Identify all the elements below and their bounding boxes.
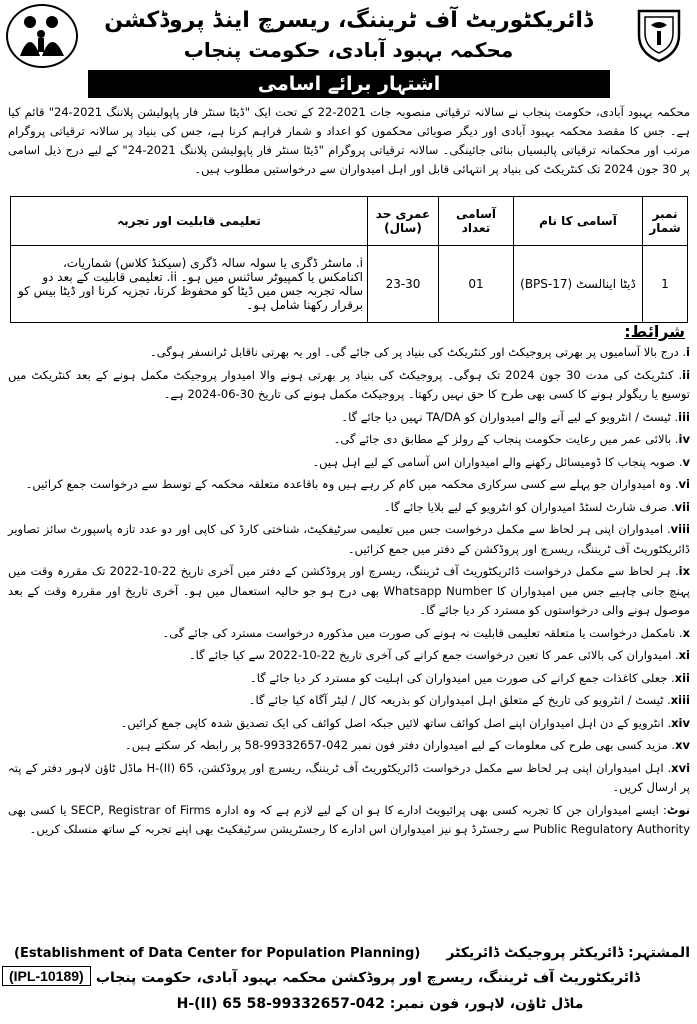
term-text: ٹیسٹ / انٹرویو کے لیے آنے والے امیدواران کو TA/DA نہیں دیا جائے گا۔ [341,409,671,424]
term-text: نامکمل درخواست یا متعلقہ تعلیمی قابلیت نہ ہونے کی صورت میں مذکورہ درخواست مسترد کی جائے گی۔ [162,625,676,640]
term-number: vii [674,499,690,514]
posts-table [10,196,688,323]
col-serial: نمبر شمار [643,197,688,246]
term-text: بالائی عمر میں رعایت حکومت پنجاب کے رولز کے مطابق دی جائے گی۔ [333,432,672,446]
signature-row [14,942,690,964]
ministry-name: محکمہ بہبود آبادی، حکومت پنجاب [183,38,514,62]
cell-post: ڈیٹا اینالسٹ (BPS-17) [514,246,643,323]
term-number: iii [678,409,690,424]
emblem-icon [633,5,685,63]
cell-count: 01 [439,246,514,323]
col-qualification: تعلیمی قابلیت اور تجربہ [11,197,368,246]
term-text: کنٹریکٹ کی مدت 30 جون 2024 تک ہوگی۔ پروجیکٹ کی بنیاد پر بھرتی ہونے والا امیدوار پروجیکٹ مکمل ہونے کے بعد کنٹریکٹ میں توسیع یا ریگولر ہونے کا کسی بھی طرح کا حق نہیں رکھتا۔ پروجیکٹ مکمل ہونے کی تاریخ 30-06-2024 ہے۔ [8,367,690,401]
col-post: آسامی کا نام [514,197,643,246]
term-number: i [686,345,690,359]
footer-address-phone: H-(II) 65 ماڈل ٹاؤن، لاہور، فون نمبر: 042-99332657-58 [176,996,584,1012]
note-label: نوٹ [666,802,691,817]
terms-heading: شرائط: [624,322,685,341]
term-text: اہل امیدواران اپنی ہر لحاظ سے مکمل درخواست ڈائریکٹوریٹ آف ٹریننگ، ریسرچ اور پروڈکشن، H-(II) 65 ماڈل ٹاؤن لاہور دفتر کے پتہ پر ارسال کریں۔ [8,760,690,794]
col-age: عمری حد (سال) [368,197,439,246]
term-text: جعلی کاغذات جمع کرانے کی صورت میں امیدواران کی اہلیت کو مسترد کر دیا جائے گا۔ [250,670,668,685]
term-item: v. صوبہ پنجاب کا ڈومیسائل رکھنے والے امیدواران اس آسامی کے لیے اہل ہیں۔ [312,454,690,469]
table-row [11,246,688,323]
term-text: امیدواران اپنی ہر لحاظ سے مکمل درخواست جس میں تعلیمی سرٹیفکیٹ، شناختی کارڈ کی کاپی اور دو عدد تازہ پاسپورٹ سائز تصاویر ڈائریکٹوریٹ آف ٹریننگ، ریسرچ اور پروڈکشن کے دفتر میں جمع کرائیں۔ [8,522,690,556]
col-count: آسامی تعداد [439,197,514,246]
term-text: انٹرویو کے دن اہل امیدواران اپنے اصل کوائف ساتھ لائیں جبکہ اصل کوائف کی ایک تصدیق شدہ کاپی جمع کرائیں۔ [120,715,664,730]
cell-serial: 1 [643,246,688,323]
term-item: ix. ہر لحاظ سے مکمل درخواست ڈائریکٹوریٹ آف ٹریننگ، ریسرچ اور پروڈکشن کے دفتر میں آخری تاریخ 22-10-2022 تک مقررہ وقت میں پہنچ جانی چاہیے جس میں امیدواران کا Whatsapp Number بھی درج ہو جو حالیہ استعمال میں ہو۔ آخری تاریخ اور مقررہ وقت کے بعد موصول ہونے والی درخواستوں کو مسترد کر دیا جائے گا۔ [8,564,691,617]
term-text: امیدواران کی بالائی عمر کا تعین درخواست جمع کرانے کی آخری تاریخ 22-10-2022 سے کیا جائے گا۔ [188,648,672,662]
term-item: i. درج بالا آسامیوں پر بھرتی پروجیکٹ اور کنٹریکٹ کی بنیاد پر کی جائے گی۔ اور یہ بھرتی ناقابل ٹرانسفر ہوگی۔ [150,345,690,359]
term-item: x. نامکمل درخواست یا متعلقہ تعلیمی قابلیت نہ ہونے کی صورت میں مذکورہ درخواست مسترد کی جائے گی۔ [162,625,690,640]
population-welfare-logo [6,4,78,68]
advertisement-title: اشتہار برائے اسامی [88,70,610,98]
term-number: xi [678,648,690,662]
term-number: viii [670,522,690,536]
cell-qualification: i. ماسٹر ڈگری یا سولہ سالہ ڈگری (سیکنڈ کلاس) شماریات، اکنامکس یا کمپیوٹر سائنس میں ہو۔ ii. تعلیمی قابلیت کے بعد دو سالہ تجربہ جس میں ڈیٹا کو محفوظ کرنا، تجزیہ کرنا اور ڈیٹا بیس کو برقرار رکھنا شامل ہو۔ [11,246,368,323]
term-number: vi [678,477,690,491]
term-text: ہر لحاظ سے مکمل درخواست ڈائریکٹوریٹ آف ٹریننگ، ریسرچ اور پروڈکشن کے دفتر میں آخری تاریخ 22-10-2022 تک مقررہ وقت میں پہنچ جانی چاہیے جس میں امیدواران کا Whatsapp Number بھی درج ہو جو حالیہ استعمال میں ہو۔ آخری تاریخ اور مقررہ وقت کے بعد موصول ہونے والی درخواستوں کو مسترد کر دیا جائے گا۔ [8,564,690,617]
term-item: xiii. ٹیسٹ / انٹرویو کی تاریخ کے متعلق اہل امیدواران کو بذریعہ کال / لیٹر آگاہ کیا جائے گا۔ [248,693,690,707]
footer-office-name: ڈائریکٹوریٹ آف ٹریننگ، ریسرچ اور پروڈکشن محکمہ بہبود آبادی، حکومت پنجاب [95,970,640,986]
term-number: xiv [671,715,690,730]
term-text: ٹیسٹ / انٹرویو کی تاریخ کے متعلق اہل امیدواران کو بذریعہ کال / لیٹر آگاہ کیا جائے گا۔ [248,693,664,707]
intro-paragraph: محکمہ بہبود آبادی، حکومت پنجاب نے سالانہ ترقیاتی منصوبہ جات 2021-22 کے تحت ایک "ڈیٹا سنٹر فار پاپولیشن پلاننگ 2021-24" قائم کیا ہے۔ جس کا مقصد محکمہ بہبود آبادی اور دیگر صوبائی محکموں کو اعداد و شمار فراہم کرنا ہے، جس کی بنیاد پر سالانہ ترقیاتی پروگرام مرتب اور محکمانہ ترقیاتی پالیسیاں بنائی جائینگی۔ سالانہ ترقیاتی پروگرام "ڈیٹا سنٹر فار پاپولیشن پلاننگ 2021-24" کے لیے درج ذیل اسامی پر 30 جون 2024 تک کنٹریکٹ کی بنیاد پر انتہائی قابل اور اہل امیدواران سے درخواستیں مطلوب ہیں۔ [8,105,690,176]
term-item: xiv. انٹرویو کے دن اہل امیدواران اپنے اصل کوائف ساتھ لائیں جبکہ اصل کوائف کی ایک تصدیق شدہ کاپی جمع کرائیں۔ [120,715,690,730]
family-icon [12,10,72,62]
term-item: xi. امیدواران کی بالائی عمر کا تعین درخواست جمع کرانے کی آخری تاریخ 22-10-2022 سے کیا جائے گا۔ [188,648,690,662]
terms-list [8,343,690,843]
government-punjab-emblem [631,4,687,64]
term-item: xii. جعلی کاغذات جمع کرانے کی صورت میں امیدواران کی اہلیت کو مسترد کر دیا جائے گا۔ [250,670,690,685]
term-text: صوبہ پنجاب کا ڈومیسائل رکھنے والے امیدواران اس آسامی کے لیے اہل ہیں۔ [312,454,676,469]
term-item: vii. صرف شارٹ لسٹڈ امیدواران کو انٹرویو کے لیے بلایا جائے گا۔ [383,499,690,514]
term-item: iv. بالائی عمر میں رعایت حکومت پنجاب کے رولز کے مطابق دی جائے گی۔ [333,432,690,446]
term-item: viii. امیدواران اپنی ہر لحاظ سے مکمل درخواست جس میں تعلیمی سرٹیفکیٹ، شناختی کارڈ کی کاپی اور دو عدد تازہ پاسپورٹ سائز تصاویر ڈائریکٹوریٹ آف ٹریننگ، ریسرچ اور پروڈکشن کے دفتر میں جمع کرائیں۔ [8,522,690,556]
term-text: درج بالا آسامیوں پر بھرتی پروجیکٹ اور کنٹریکٹ کی بنیاد پر کی جائے گی۔ اور یہ بھرتی ناقابل ٹرانسفر ہوگی۔ [150,345,679,359]
department-name: ڈائریکٹوریٹ آف ٹریننگ، ریسرچ اینڈ پروڈکشن [104,8,593,33]
term-number: xvi [671,760,691,775]
term-number: iv [678,432,690,446]
term-text: وہ امیدواران جو پہلے سے کسی سرکاری محکمہ میں کام کر رہے ہیں وہ باقاعدہ متعلقہ محکمہ کے توسط سے درخواست جمع کرائیں۔ [25,477,672,491]
term-number: ii [682,367,691,382]
term-number: x [682,625,690,640]
note-item: نوٹ: ایسے امیدواران جن کا تجربہ کسی بھی پرائیویٹ ادارے کا ہو ان کے لیے لازم ہے کہ وہ ادارہ SECP, Registrar of Firms یا کسی بھی Public Regulatory Authority سے رجسٹرڈ ہو نیز امیدواران اس ادارے کا رجسٹریشن سرٹیفکیٹ بھی اپنے تجربہ کے ساتھ منسلک کریں۔ [8,802,691,836]
cell-age: 23-30 [368,246,439,323]
table-header-row [11,197,688,246]
term-item: vi. وہ امیدواران جو پہلے سے کسی سرکاری محکمہ میں کام کر رہے ہیں وہ باقاعدہ متعلقہ محکمہ کے توسط سے درخواست جمع کرائیں۔ [25,477,690,491]
term-item: xv. مزید کسی بھی طرح کی معلومات کے لیے امیدواران دفتر فون نمبر 042-99332657-58 پر رابطہ کر سکتے ہیں۔ [124,738,690,752]
term-number: xv [675,738,690,752]
project-name-english: (Establishment of Data Center for Population Planning) [14,945,421,961]
term-text: مزید کسی بھی طرح کی معلومات کے لیے امیدواران دفتر فون نمبر 042-99332657-58 پر رابطہ کر سکتے ہیں۔ [124,738,668,752]
note-text: ایسے امیدواران جن کا تجربہ کسی بھی پرائیویٹ ادارے کا ہو ان کے لیے لازم ہے کہ وہ ادارہ SECP, Registrar of Firms یا کسی بھی Public Regulatory Authority سے رجسٹرڈ ہو نیز امیدواران اس ادارے کا رجسٹریشن سرٹیفکیٹ بھی اپنے تجربہ کے ساتھ منسلک کریں۔ [8,802,690,836]
term-number: xii [674,670,690,685]
term-number: ix [678,564,691,578]
term-item: ii. کنٹریکٹ کی مدت 30 جون 2024 تک ہوگی۔ پروجیکٹ کی بنیاد پر بھرتی ہونے والا امیدوار پروجیکٹ مکمل ہونے کے بعد کنٹریکٹ میں توسیع یا ریگولر ہونے کا کسی بھی طرح کا حق نہیں رکھتا۔ پروجیکٹ مکمل ہونے کی تاریخ 30-06-2024 ہے۔ [8,367,691,401]
advertiser-signature: المشتہر: ڈائریکٹر پروجیکٹ ڈائریکٹر [446,945,690,961]
ipl-number-badge: (IPL-10189) [2,966,91,986]
term-item: xvi. اہل امیدواران اپنی ہر لحاظ سے مکمل درخواست ڈائریکٹوریٹ آف ٹریننگ، ریسرچ اور پروڈکشن، H-(II) 65 ماڈل ٹاؤن لاہور دفتر کے پتہ پر ارسال کریں۔ [8,760,691,794]
term-item: iii. ٹیسٹ / انٹرویو کے لیے آنے والے امیدواران کو TA/DA نہیں دیا جائے گا۔ [341,409,690,424]
term-number: v [682,454,690,469]
term-text: صرف شارٹ لسٹڈ امیدواران کو انٹرویو کے لیے بلایا جائے گا۔ [383,499,668,514]
term-number: xiii [670,693,690,707]
